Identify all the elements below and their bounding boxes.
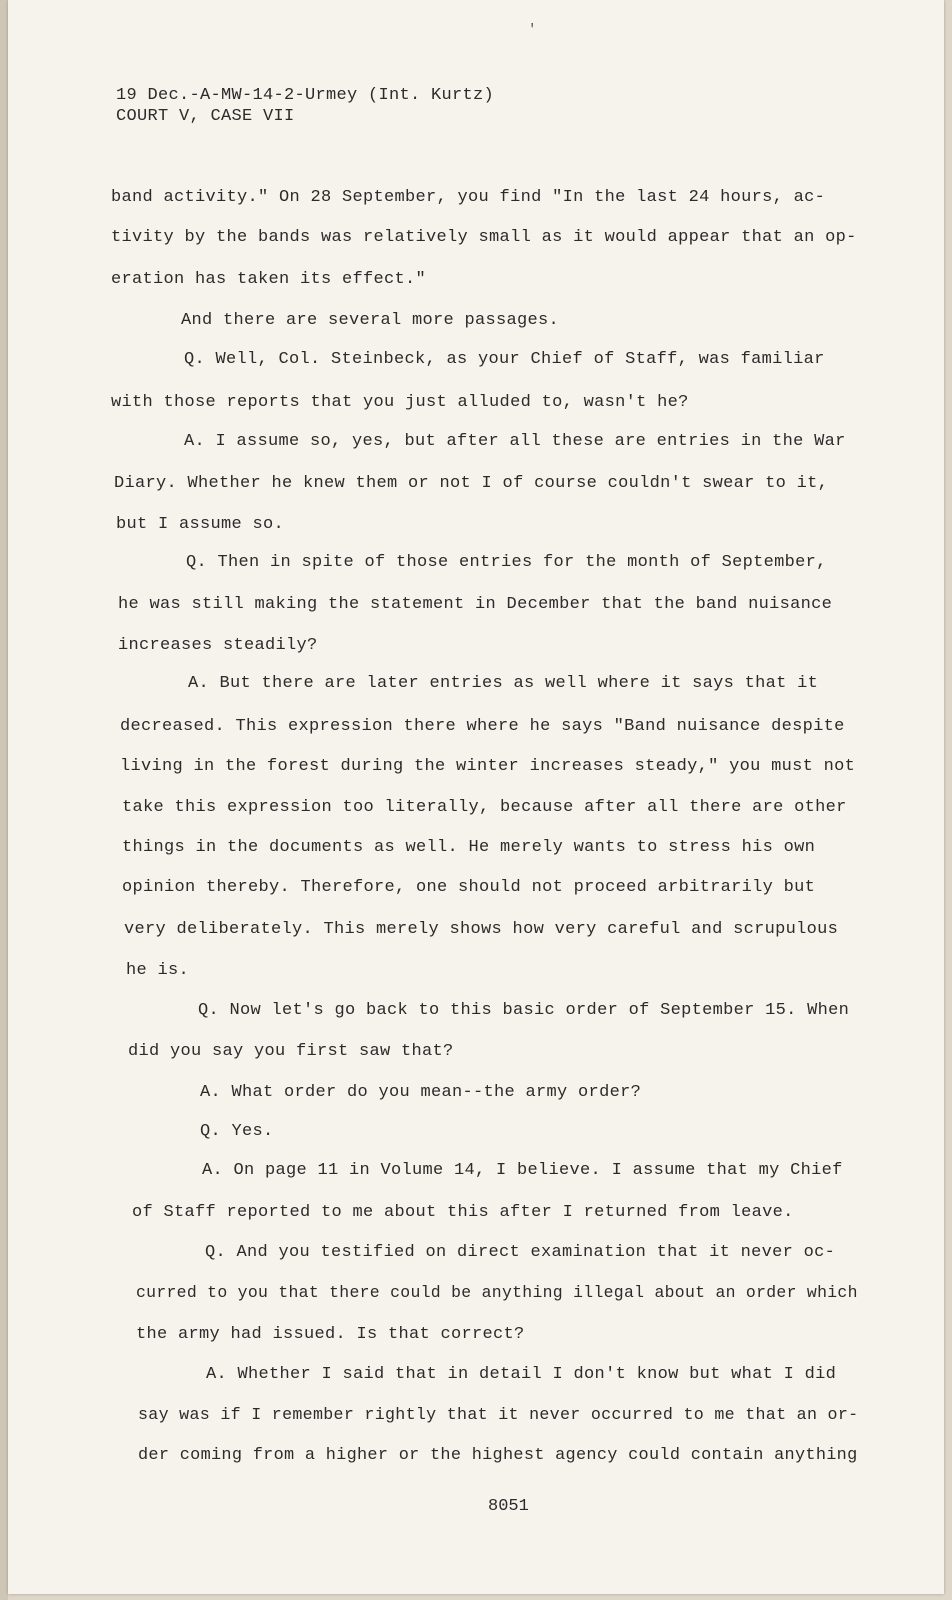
body-line: eration has taken its effect."	[111, 270, 427, 289]
body-line: A. On page 11 in Volume 14, I believe. I assume that my Chief	[202, 1161, 843, 1180]
document-page	[8, 0, 944, 1594]
body-line: living in the forest during the winter increases steady," you must not	[120, 757, 856, 776]
body-line: A. Whether I said that in detail I don't know but what I did	[206, 1365, 837, 1384]
body-line: take this expression too literally, because after all there are other	[122, 798, 847, 817]
scan-left-edge	[0, 0, 8, 1600]
body-line: he was still making the statement in December that the band nuisance	[118, 595, 833, 614]
body-line: A. What order do you mean--the army order?	[200, 1083, 642, 1102]
body-line: A. I assume so, yes, but after all these are entries in the War	[184, 432, 846, 451]
body-line: Q. Yes.	[200, 1122, 274, 1141]
body-line: Q. Now let's go back to this basic order of September 15. When	[198, 1001, 850, 1020]
body-line: things in the documents as well. He merely wants to stress his own	[122, 838, 816, 857]
body-line: but I assume so.	[116, 515, 285, 534]
body-line: very deliberately. This merely shows how very careful and scrupulous	[124, 920, 839, 939]
paper-mark: '	[528, 22, 537, 38]
body-line: decreased. This expression there where he says "Band nuisance despite	[120, 717, 845, 736]
page-number: 8051	[488, 1497, 529, 1516]
body-line: And there are several more passages.	[181, 311, 560, 330]
body-line: he is.	[126, 961, 190, 980]
header-line-1: 19 Dec.-A-MW-14-2-Urmey (Int. Kurtz)	[116, 86, 495, 105]
body-line: A. But there are later entries as well where it says that it	[188, 674, 819, 693]
body-line: opinion thereby. Therefore, one should not proceed arbitrarily but	[122, 878, 816, 897]
body-line: Q. Then in spite of those entries for the month of September,	[186, 553, 827, 572]
body-line: Q. And you testified on direct examination that it never oc-	[205, 1243, 836, 1262]
body-line: of Staff reported to me about this after I returned from leave.	[132, 1203, 794, 1222]
body-line: tivity by the bands was relatively small as it would appear that an op-	[111, 228, 857, 247]
header-line-2: COURT V, CASE VII	[116, 107, 295, 126]
body-line: with those reports that you just alluded to, wasn't he?	[111, 393, 689, 412]
body-line: band activity." On 28 September, you find "In the last 24 hours, ac-	[111, 188, 826, 207]
body-line: increases steadily?	[118, 636, 318, 655]
body-line: Diary. Whether he knew them or not I of course couldn't swear to it,	[114, 474, 829, 493]
body-line: the army had issued. Is that correct?	[136, 1325, 525, 1344]
body-line: say was if I remember rightly that it never occurred to me that an or-	[138, 1406, 859, 1425]
body-line: did you say you first saw that?	[128, 1042, 454, 1061]
body-line: curred to you that there could be anything illegal about an order which	[136, 1284, 858, 1303]
body-line: der coming from a higher or the highest agency could contain anything	[138, 1446, 858, 1465]
body-line: Q. Well, Col. Steinbeck, as your Chief of Staff, was familiar	[184, 350, 825, 369]
